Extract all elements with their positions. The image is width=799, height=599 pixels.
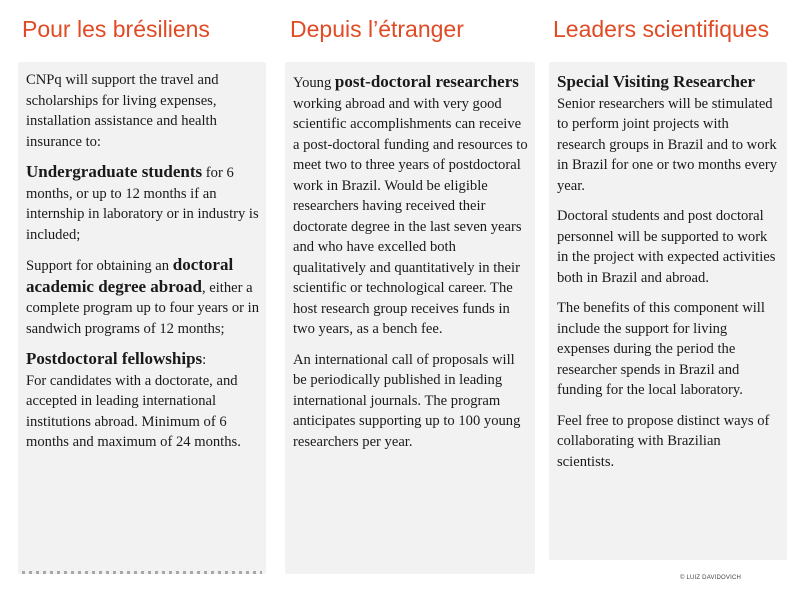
panel-scientific-leaders	[549, 62, 787, 560]
postdoc-abroad-paragraph	[293, 72, 529, 340]
postdoc-text: For candidates with a doctorate, and accepted in leading international institutions abroad. Minimum of 6 months and maximum of 24 months.	[26, 372, 241, 450]
senior-researchers-text: Senior researchers will be stimulated to perform joint projects with research groups in Brazil and to work in Brazil for one or two months every year.	[557, 95, 778, 194]
copyright-notice: © LUIZ DAVIDOVICH	[680, 575, 742, 581]
doctoral-pre: Support for obtaining an	[26, 258, 173, 274]
postdoc-title: Postdoctoral fellowships	[26, 349, 203, 368]
undergrad-title: Undergraduate students	[26, 162, 203, 181]
doctoral-text: , either a complete program up to four years or in sandwich programs of 12 months;	[26, 279, 260, 337]
heading-scientific-leaders: Leaders scientifiques	[553, 16, 770, 42]
doctoral-title: doctoral academic degree abroad	[26, 255, 234, 296]
panel-from-abroad	[285, 62, 535, 574]
doctoral-paragraph	[26, 255, 260, 339]
heading-brazilians: Pour les brésiliens	[22, 16, 210, 42]
cut-off-text-line	[22, 571, 262, 574]
panel-brazilians	[18, 62, 266, 574]
intro-text: CNPq will support the travel and scholarships for living expenses, installation assistance and health insurance to:	[26, 72, 219, 150]
special-visiting-title: Special Visiting Researcher	[557, 72, 755, 91]
special-visiting-paragraph	[557, 72, 781, 196]
undergrad-paragraph	[26, 162, 260, 245]
feel-free-paragraph: Feel free to propose distinct ways of collaborating with Brazilian scientists.	[557, 412, 770, 470]
postdoc-colon: :	[202, 352, 207, 368]
doctoral-students-paragraph: Doctoral students and post doctoral personnel will be supported to work in the project with expected activities both in Brazil and abroad.	[557, 208, 776, 286]
postdoc-researchers-title: post-doctoral researchers	[334, 72, 519, 91]
benefits-paragraph: The benefits of this component will include the support for living expenses during the period the researcher spends in Brazil and funding for the local laboratory.	[557, 300, 765, 398]
international-call-paragraph: An international call of proposals will be periodically published in leading international journals. The program anticipates supporting up to 100 young researchers per year.	[293, 351, 521, 450]
young-pre: Young	[293, 75, 335, 91]
undergrad-text: for 6 months, or up to 12 months if an internship in laboratory or in industry is included;	[26, 165, 259, 243]
postdoc-abroad-text: working abroad and with very good scientific accomplishments can receive a post-doctoral funding and resources to meet two to three years of postdoctoral work in Brazil. Would be eligible researchers having received their doctorate degree in the last seven years and who have excelled both qualitatively and quantitatively in their scientific or technological career. The host research group receives funds in two years, as a bench fee.	[293, 95, 528, 337]
postdoc-paragraph	[26, 349, 260, 453]
heading-from-abroad: Depuis l’étranger	[290, 16, 464, 42]
